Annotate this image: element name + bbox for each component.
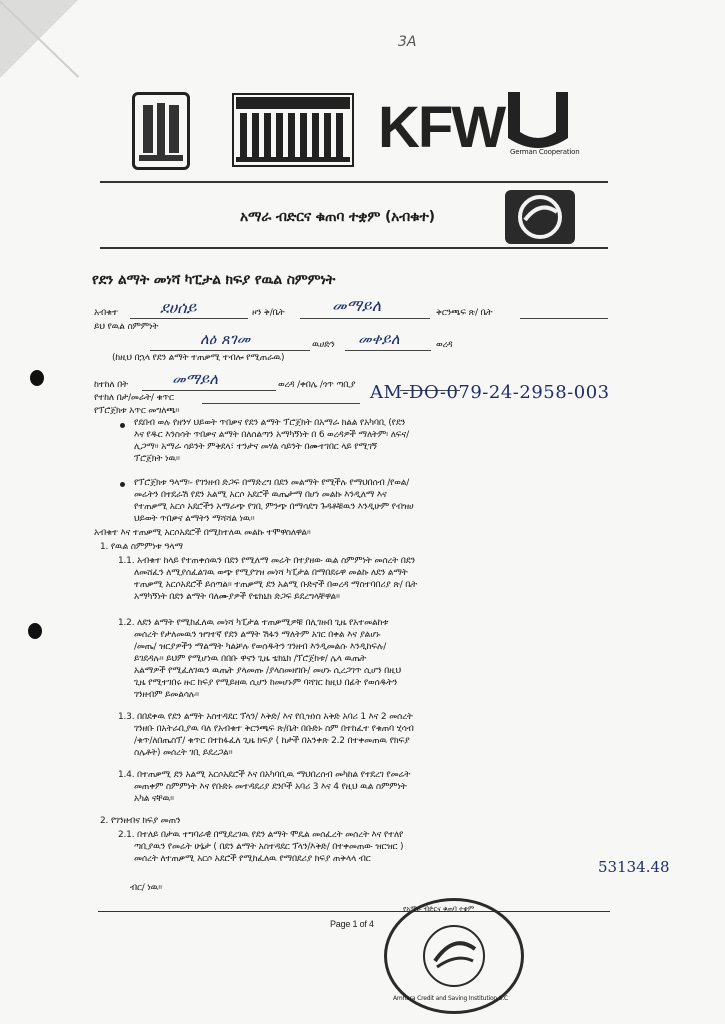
page-footer: Page 1 of 4	[330, 919, 374, 929]
amount-suffix: ብር/ ነዉ፡፡	[130, 883, 163, 893]
body-line: አካል ናቸዉ፡፡	[134, 794, 174, 804]
amount-value: 53134.48	[598, 858, 670, 876]
sub-branch-value: መማይለ	[332, 296, 382, 315]
body-line: ሊጋማ፡፡ አማራ ሳይንት ምቅደላ፣ ተንታና መሃል ሳይንት በሙተገበር ላይ የሚገኝ	[134, 442, 377, 452]
bullet	[120, 482, 125, 487]
kebele-label: ከተከለ በት	[94, 380, 128, 390]
body-line: አብቁተ እና ተጠቃሚ አርሶአደሮች በሚከተለዉ መልኩ ተሞዋስለዋል፡፡	[94, 528, 311, 538]
body-line: 2. የገንዘብና ክፍያ መጠን	[100, 816, 181, 826]
body-line: መጠቀም ስምምነት እና የቡድኑ መተዳደሪያ ደንቦች አባሪ 3 እና 4 የዚህ ዉል ስምምነት	[134, 782, 407, 792]
kfw-logo-text: KFW	[378, 95, 505, 160]
body-line: እና የዱር እንስሳት ጥበቃና ልማት በለሰልጣን አማካኝነት በ 6 ወረዳዎች ማለትም፡ ለፍና/	[134, 430, 409, 440]
body-line: ስሌቶት) መሰረት ገቢ ይደረጋል፡፡	[134, 748, 233, 758]
kfw-building-icon	[232, 93, 354, 167]
account-value: AM-DO-079-24-2958-003	[370, 382, 610, 403]
footer-divider	[98, 911, 610, 912]
seal-text-top: የአማራ ብድርና ቁጠባ ተቋም	[403, 905, 475, 913]
body-line: ፕሮጀክት ነዉ፡፡	[134, 454, 180, 464]
body-line: /መጤ/ ዝርያዎችን ማልማት ካልቻሉ የወሰዱትን ገንዘብ እንዲመልሱ እንዲከፍሉ/	[134, 642, 387, 652]
body-line: 2.1. በተለይ በታዉ ተግባራዊ በሚደረገዉ የደን ልማት ሞዴል መሰፈረት መሰረት እና የተለየ	[118, 830, 404, 840]
parenthetical-note: (ከዚህ በኋላ የደን ልማት ተጠቃሚ ተብሎ የሚጠራዉ)	[112, 353, 285, 363]
account-label: የተከለ በታ/መራት/ ቁጥር	[94, 393, 174, 403]
sub-branch-label: ዞን ቅ/ቤት	[252, 308, 285, 318]
org-title: አማራ ብድርና ቁጠባ ተቋም (አብቁተ)	[240, 209, 435, 225]
branch-value: ደሀሰይ	[160, 298, 197, 317]
body-line: መሰረት የታለመዉን ዝግተኛ የደን ልማት ሽፋን ማለትም አገር በቀል እና ያልሆኑ	[134, 630, 381, 640]
body-line: ጊዜ የሚተገበሩ ዙር ክፍያ የሚይዘዉ ሲሆን ከመሆኑም ባሻገር ከዚህ በፊት የወሰዱትን	[134, 678, 398, 688]
project-purpose: የፕሮጀክቱ አጥር መግለጫ፡፡	[94, 406, 180, 416]
body-line: መሰረት ለተጠቃሚ አርሶ አደሮች የሚከፈለዉ የማበደሪያ ክፍያ ጠቅላላ ብር	[134, 854, 371, 864]
sub-branch-suffix-line	[520, 318, 608, 319]
woreda-label: ዉሀድን	[312, 340, 335, 350]
body-line: 1. የዉል ስምምነቱ ዓላማ	[100, 542, 183, 552]
branch-underline	[130, 318, 248, 319]
institution-seal	[384, 898, 524, 1014]
body-line: /ቁጥ/ለበጤስፕ/ ቁጥር በተከፋፈለ ጊዜ ክፍያ ( ከታች በአንቀጽ 2.2 በተቀመጠዉ የክፍያ	[134, 736, 410, 746]
body-line: የተጠቃሚ አርሶ አደሮችን አማራጭ የገቢ ምንጭ በማሳደግ ጉዳቶቹዉን እንዲሁም የብዝሀ	[134, 502, 414, 512]
woreda-suffix: ወረዳ	[436, 340, 453, 350]
punch-hole	[30, 370, 44, 386]
body-line: ተጠቃሚ አርሶአደሮች ይሰጣል፡፡ ተጠቃሚ ደን አልሚ ቡድኖች በወረዳ ማስተባበሪያ ጽ/ ቤት	[134, 580, 418, 590]
bullet	[120, 423, 125, 428]
sub-branch-underline	[300, 318, 430, 319]
body-line: ይገደዳሉ፡፡ ይህም የሚሆነዉ በበቡ ዋናን ጊዜ ቴክኒክ /ፕሮጀክቱ/ ሌላ ዉጤት	[134, 654, 367, 664]
kebele-suffix: ወረዳ /ቀበሌ /ጎጥ ጣቢያ	[278, 380, 356, 390]
acsi-logo-icon	[505, 190, 575, 244]
kebele-underline	[142, 390, 276, 391]
person-name: ለዕ ጸገመ	[200, 330, 251, 348]
title-divider	[100, 247, 608, 249]
account-underline	[202, 403, 360, 404]
woreda-underline	[345, 350, 431, 351]
body-line: ህይወት ጥበቃና ልማትን ማሻሻል ነዉ፡፡	[134, 514, 255, 524]
body-line: መሬትን በተደራሽ የደን አልሚ አርሶ አደሮች ዉጤታማ በሆነ መልኩ እንዲለማ እና	[134, 490, 387, 500]
agreement-by: ይህ የዉል ስምምነት	[94, 322, 159, 332]
body-line: 1.2. ለደን ልማት የሚከፈለዉ መነሻ ካፒታል ተጠቃሚዎቹ በሊገዙበ ጊዜ የአተመልከቱ	[118, 618, 389, 628]
kebele-value: መማይለ	[172, 370, 219, 388]
german-cooperation-label: German Cooperation	[510, 148, 580, 156]
body-line: ገንዘብም ይመልሳሉ፡፡	[134, 690, 199, 700]
body-line: 1.4. በተጠቃሚ ደን አልሚ አርሶአደሮች እና በአካባቢዉ ማህበረሰብ መካከል የተደረገ የመሬት	[118, 770, 411, 780]
page-mark: 3A	[398, 34, 417, 50]
header-divider	[100, 181, 608, 183]
branch-label: አብቁተ	[94, 308, 118, 318]
body-line: የደበብ ወሉ የዘንሃ ህይወት ጥበቃና የደን ልማት ፕሮጀክት በአማራ ክልል የአካባቢ (የደን	[134, 418, 406, 428]
german-cooperation-icon	[502, 88, 574, 154]
body-line: 1.1. አብቁተ ከላይ የተጠቀሰዉን በደን የሚለማ መሬት በተያዘው ዉል ስምምነት መሰረት በደን	[118, 556, 415, 566]
person-name-underline	[150, 350, 310, 351]
body-line: አልማዎች የሚፈለገዉን ዉጤት ያላመጡ /ያላስመዘገቡ/ መሆኑ ሲረጋገጥ ሲሆን በዚህ	[134, 666, 401, 676]
agreement-title: የደን ልማት መነሻ ካፒታል ክፍያ የዉል ስምምነት	[92, 272, 336, 288]
seal-text-bottom: Amhara Credit and Saving Institution S.C	[393, 995, 509, 1002]
body-line: ለመሸፈን ለሚያሰፈልገዉ ወጭ የሚያገዝ መነሻ ካፒታል በማበደሩዋ መልኩ ለደን ልማት	[134, 568, 408, 578]
punch-hole	[28, 623, 42, 639]
body-line: ገንዘቡ በአትራቢያዉ ባለ የአብቁተ ቅርንጫፍ ጽ/ቤት በቡድኑ ስም በተከፈተ የቁጠባ ሂሳብ	[134, 724, 414, 734]
body-line: አማካኝነት በደን ልማት ባለሙያዎች የቴክኒክ ድጋፍ ይደረግላቸዋል፡፡	[134, 592, 340, 602]
body-line: የፕሮጀክቱ ዓላማ፡- የገንዘብ ድጋፍ በማድረግ በደን መልማት የሚችሉ የማህበሰብ /የወል/	[134, 478, 410, 488]
body-line: 1.3. በበደቀዉ የደን ልማት አስተዳደር ፕላን/ እቅድ/ እና የቢዝነስ አቅድ አባሪ 1 እና 2 መሰረት	[118, 712, 413, 722]
amhara-emblem-icon	[132, 92, 190, 170]
sub-branch-suffix: ቅርንጫፍ ጽ/ ቤት	[436, 308, 493, 318]
body-line: ጣቢያዉን የመሬት ሁኔታ ( በደን ልማት አስተዳደር ፕላን/እቅድ/ በተቀመጠው ዝርዝር )	[134, 842, 404, 852]
woreda-value: መቀይለ	[358, 330, 400, 348]
